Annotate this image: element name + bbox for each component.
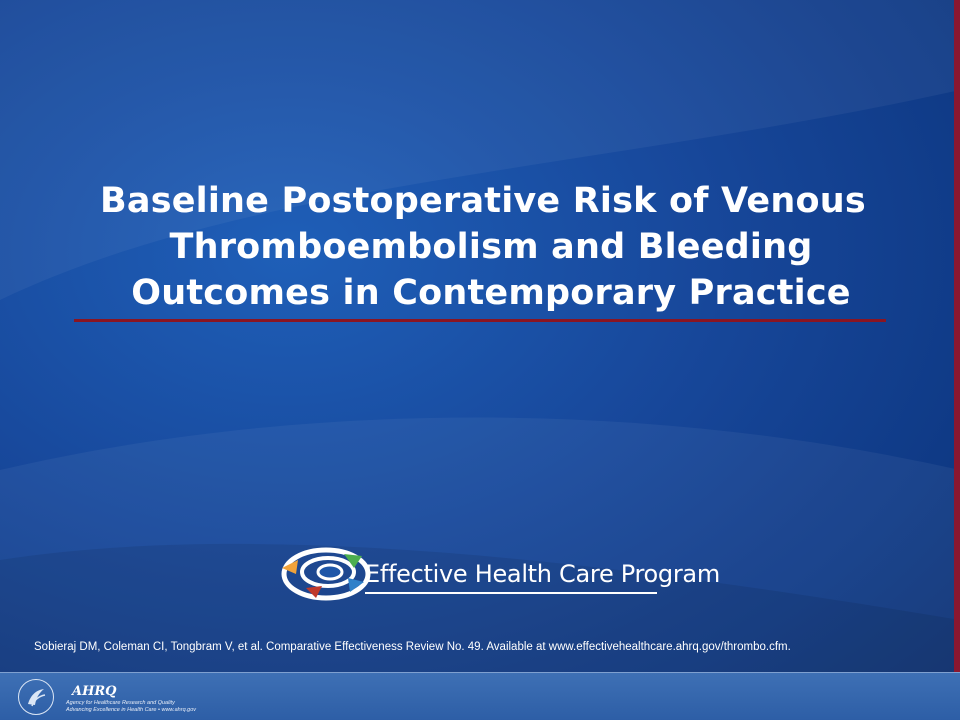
title-divider <box>74 319 886 322</box>
program-name: Effective Health Care Program <box>365 560 720 588</box>
program-name-underline <box>365 592 657 594</box>
ahrq-logo-text: AHRQ <box>72 684 117 699</box>
right-accent-bar <box>954 0 960 720</box>
title-line-2: Thromboembolism and Bleeding <box>169 227 813 267</box>
slide-title <box>96 178 886 316</box>
citation-text: Sobieraj DM, Coleman CI, Tongbram V, et al. Comparative Effectiveness Review No. 49. Available at www.effectivehealthcare.ahrq.gov/thrombo.cfm. <box>34 641 791 653</box>
ahrq-tagline-1: Agency for Healthcare Research and Quality <box>66 700 175 706</box>
hhs-seal-icon <box>18 679 54 715</box>
ahrq-tagline-2: Advancing Excellence in Health Care • www.ahrq.gov <box>66 707 197 713</box>
title-line-1: Baseline Postoperative Risk of Venous <box>100 181 866 221</box>
title-line-3: Outcomes in Contemporary Practice <box>131 273 851 313</box>
